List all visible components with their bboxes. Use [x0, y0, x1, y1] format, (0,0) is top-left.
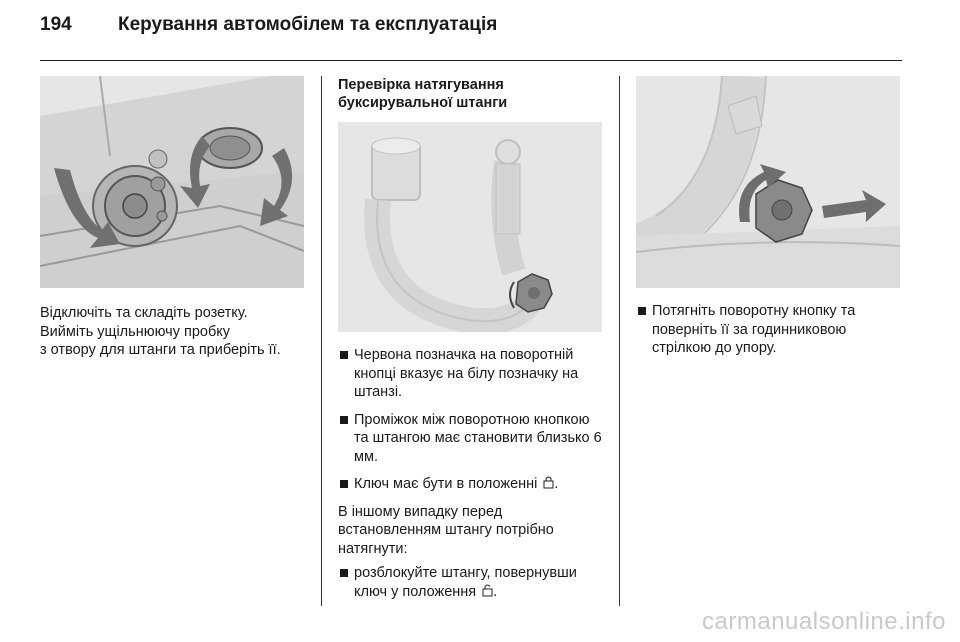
socket-illustration	[40, 76, 304, 288]
column-3	[636, 76, 902, 367]
unlock-item	[338, 564, 604, 601]
caption-line-2: Вийміть ущільнюючу пробку	[40, 323, 231, 340]
page-header	[40, 14, 497, 44]
column-2	[338, 76, 604, 610]
unlock-item-text: розблокуйте штангу, повернувши ключ у положення	[354, 565, 577, 600]
column-divider-1	[321, 76, 322, 606]
note-line-1: В іншому випадку перед	[338, 503, 503, 520]
watermark: carmanualsonline.info	[702, 608, 946, 635]
knob-illustration	[636, 76, 900, 288]
section-heading-line-1: Перевірка натягування	[338, 77, 504, 93]
section-heading-line-2: буксирувальної штанги	[338, 95, 508, 111]
note-line-2: встановленням штангу потрібно	[338, 522, 554, 538]
check-item-red-mark	[338, 346, 604, 402]
check-item-key-position	[338, 475, 604, 494]
header-rule	[40, 60, 902, 61]
column-divider-2	[619, 76, 620, 606]
check-item-text: Червона позначка на поворотній кнопці вказує на білу позначку на штанзі.	[354, 347, 579, 400]
column-1	[40, 76, 304, 360]
check-item-gap	[338, 411, 604, 467]
page-title: Керування автомобілем та експлуатація	[118, 14, 498, 35]
check-item-text: Ключ має бути в положенні	[354, 476, 538, 492]
note-line-3: натягнути:	[338, 540, 408, 557]
check-item-text: Проміжок між поворотною кнопкою та штангою має становити близько 6 мм.	[354, 411, 602, 465]
instruction-item	[636, 302, 902, 358]
caption-line-3: з отвору для штанги та приберіть її.	[40, 342, 281, 358]
page-number: 194	[40, 14, 72, 35]
punctuation: .	[493, 583, 498, 600]
punctuation: .	[554, 476, 559, 492]
instruction-list	[636, 302, 902, 358]
caption-line-1: Відключіть та складіть розетку.	[40, 305, 248, 321]
check-list	[338, 346, 604, 494]
instruction-item-text: Потягніть поворотну кнопку та поверніть її за годинниковою стрілкою до упору.	[652, 303, 856, 356]
lock-open-icon	[482, 583, 493, 597]
towbar-illustration	[338, 122, 602, 332]
lock-closed-icon	[543, 475, 554, 489]
unlock-list	[338, 564, 604, 601]
